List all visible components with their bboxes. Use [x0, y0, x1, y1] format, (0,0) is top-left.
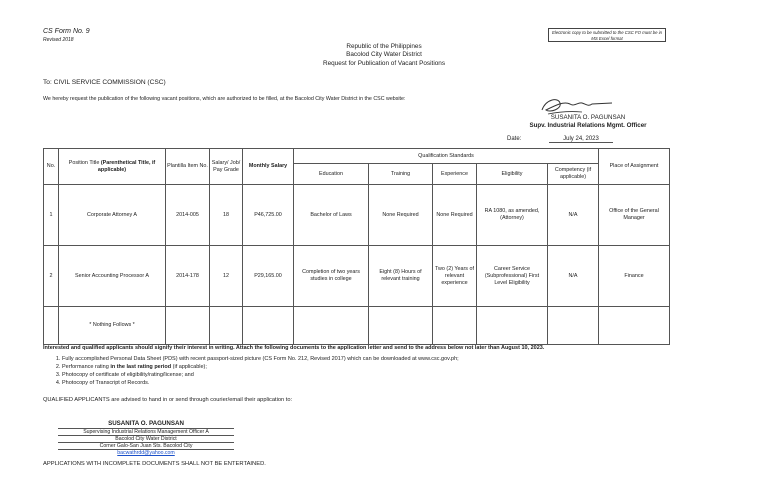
cell-no: [44, 307, 59, 345]
cell-education: Bachelor of Laws: [294, 185, 369, 246]
cell-place: Finance: [599, 246, 670, 307]
cell-education: Completion of two years studies in college: [294, 246, 369, 307]
doc-text: Performance rating: [62, 364, 111, 370]
date-value: July 24, 2023: [549, 136, 613, 143]
col-header-qs: Qualification Standards: [294, 149, 599, 164]
form-number: [43, 28, 90, 44]
cell-empty: [477, 307, 548, 345]
address-position: Supervising Industrial Relations Management Officer A: [58, 429, 234, 436]
request-statement: We hereby request the publication of the following vacant positions, which are authorized to be filled, at the Bacolod City Water District in the CSC website:: [43, 96, 406, 102]
interest-statement: Interested and qualified applicants should signify their interest in writing. Attach the following documents to the application letter and send to the address below not later than August 10, 2023.: [43, 345, 545, 351]
cell-salary: P29,165.00: [243, 246, 294, 307]
cell-empty: [369, 307, 433, 345]
cell-training: None Required: [369, 185, 433, 246]
col-header-no: No.: [44, 149, 59, 185]
cell-grade: 12: [210, 246, 243, 307]
signatory-name: SUSANITA O. PAGUNSAN: [550, 114, 626, 121]
cell-experience: None Required: [433, 185, 477, 246]
cell-empty: [210, 307, 243, 345]
doc-text: (if applicable);: [171, 364, 207, 370]
list-item: 3. Photocopy of certificate of eligibility/rating/license; and: [62, 371, 622, 379]
cell-no: 1: [44, 185, 59, 246]
form-number-text: CS Form No. 9: [43, 28, 90, 35]
address-street: Corner Galo-San Juan Sts. Bacolod City: [58, 443, 234, 450]
required-documents-list: [52, 355, 622, 387]
cell-title: Corporate Attorney A: [59, 185, 166, 246]
date-field: [507, 136, 613, 143]
header-title: Request for Publication of Vacant Positions: [322, 59, 446, 67]
col-header-training: Training: [369, 164, 433, 185]
cell-nothing-follows: * Nothing Follows *: [59, 307, 166, 345]
cell-item: 2014-005: [166, 185, 210, 246]
email-link[interactable]: bacwathrdd@yahoo.com: [117, 450, 175, 457]
cell-eligibility: Career Service (Subprofessional) First Level Eligibility: [477, 246, 548, 307]
table-row: [44, 185, 670, 246]
list-item: [62, 363, 622, 371]
cell-empty: [166, 307, 210, 345]
addressee: To: CIVIL SERVICE COMMISSION (CSC): [43, 79, 166, 86]
col-header-experience: Experience: [433, 164, 477, 185]
cell-grade: 18: [210, 185, 243, 246]
col-header-salary-text: Monthly Salary: [248, 163, 288, 169]
signatory-block: [508, 114, 668, 130]
cell-item: 2014-178: [166, 246, 210, 307]
mailing-address: [58, 420, 234, 457]
excel-notice-box: Electronic copy to be submitted to the CSC FO must be in MS Excel format: [548, 28, 666, 42]
col-header-grade: Salary/ Job/ Pay Grade: [210, 149, 243, 185]
cell-competency: N/A: [548, 185, 599, 246]
col-header-item: Plantilla Item No.: [166, 149, 210, 185]
incomplete-documents-warning: APPLICATIONS WITH INCOMPLETE DOCUMENTS SHALL NOT BE ENTERTAINED.: [43, 461, 266, 467]
table-row: [44, 307, 670, 345]
document-header: [234, 43, 534, 68]
col-header-title: [59, 149, 166, 185]
advise-statement: QUALIFIED APPLICANTS are advised to hand in or send through courier/email their application to:: [43, 397, 293, 403]
header-republic: Republic of the Philippines: [346, 43, 422, 50]
cell-competency: N/A: [548, 246, 599, 307]
cell-title: Senior Accounting Processor A: [59, 246, 166, 307]
address-name: SUSANITA O. PAGUNSAN: [58, 420, 234, 429]
list-item: 4. Photocopy of Transcript of Records.: [62, 379, 622, 387]
cell-no: 2: [44, 246, 59, 307]
cell-place: Office of the General Manager: [599, 185, 670, 246]
cell-empty: [243, 307, 294, 345]
doc-bold-text: in the last rating period: [110, 364, 172, 370]
list-item: 1. Fully accomplished Personal Data Sheet (PDS) with recent passport-sized picture (CS Form No. 212, Revised 2017) which can be downloaded at www.csc.gov.ph;: [62, 355, 622, 363]
cell-empty: [294, 307, 369, 345]
table-row: [44, 246, 670, 307]
cell-salary: P46,725.00: [243, 185, 294, 246]
col-header-eligibility: Eligibility: [477, 164, 548, 185]
cell-empty: [548, 307, 599, 345]
signatory-position: Supv. Industrial Relations Mgmt. Officer: [529, 122, 647, 129]
cell-empty: [433, 307, 477, 345]
col-header-place: Place of Assignment: [599, 149, 670, 185]
col-header-education: Education: [294, 164, 369, 185]
cell-training: Eight (8) Hours of relevant training: [369, 246, 433, 307]
col-header-title-main: Position Title: [68, 159, 100, 166]
col-header-title-paren: (Parenthetical Title, if applicable): [97, 159, 156, 173]
col-header-salary: [243, 149, 294, 185]
cell-experience: Two (2) Years of relevant experience: [433, 246, 477, 307]
form-revised: Revised 2018: [43, 37, 74, 43]
cell-eligibility: RA 1080, as amended, (Attorney): [477, 185, 548, 246]
address-office: Bacolod City Water District: [58, 436, 234, 443]
vacancy-table: [43, 148, 670, 345]
col-header-competency: Competency (if applicable): [548, 164, 599, 185]
date-label: Date:: [507, 136, 522, 142]
cell-empty: [599, 307, 670, 345]
header-agency: Bacolod City Water District: [346, 51, 422, 59]
